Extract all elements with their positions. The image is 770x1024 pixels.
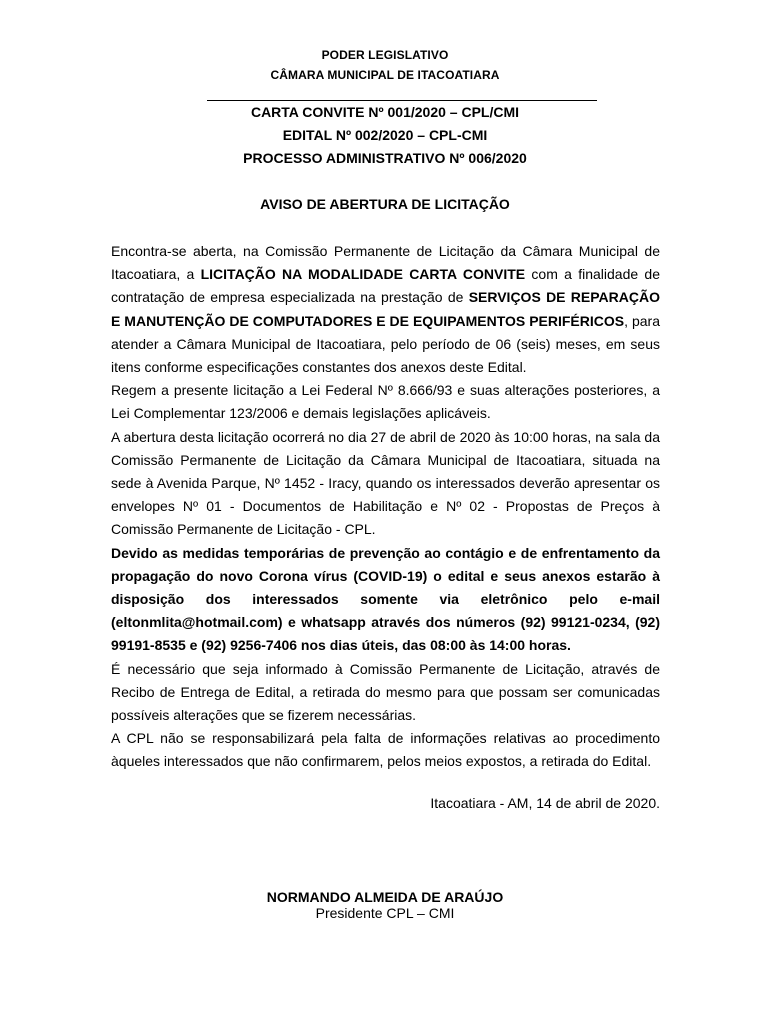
carta-convite-title: CARTA CONVITE Nº 001/2020 – CPL/CMI [250,104,520,120]
edital-title: EDITAL Nº 002/2020 – CPL-CMI [282,127,488,143]
place-date: Itacoatiara - AM, 14 de abril de 2020. [430,795,660,811]
modalidade-bold: LICITAÇÃO NA MODALIDADE CARTA CONVITE [200,266,526,283]
servicos-bold: SERVIÇOS DE REPARAÇÃO E MANUTENÇÃO DE COMPUTADORES E DE EQUIPAMENTOS PERIFÉRICOS [111,289,661,329]
aviso-heading: AVISO DE ABERTURA DE LICITAÇÃO [260,196,510,212]
notice-body [111,240,660,774]
header-divider [207,100,597,101]
processo-title: PROCESSO ADMINISTRATIVO Nº 006/2020 [243,150,527,166]
paragraph-receipt: É necessário que seja informado à Comissão Permanente de Licitação, através de Recibo de Entrega de Edital, a retirada do mesmo para que possam ser comunicadas possíveis alterações que se fizerem necessárias. [111,660,660,724]
paragraph-opening: Encontra-se aberta, na Comissão Permanente de Licitação da Câmara Municipal de Itacoatiara, a LICITAÇÃO NA MODALIDADE CARTA CONVITE com a finalidade de contratação de empresa especializada na prestação de SERVIÇOS DE REPARAÇÃO E MANUTENÇÃO DE COMPUTADORES E DE EQUIPAMENTOS PERIFÉRICOS, para atender a Câmara Municipal de Itacoatiara, pelo período de 06 (seis) meses, em seus itens conforme especificações constantes dos anexos deste Edital. [111,243,661,376]
paragraph-opening-date: A abertura desta licitação ocorrerá no dia 27 de abril de 2020 às 10:00 horas, na sala da Comissão Permanente de Licitação da Câmara Municipal de Itacoatiara, situada na sede à Avenida Parque, Nº 1452 - Iracy, quando os interessados deverão apresentar os envelopes Nº 01 - Documentos de Habilitação e Nº 02 - Propostas de Preços à Comissão Permanente de Licitação - CPL. [111,428,660,538]
signatory-role: Presidente CPL – CMI [315,905,455,921]
signatory-name: NORMANDO ALMEIDA DE ARAÚJO [266,889,504,905]
header-line-2: CÂMARA MUNICIPAL DE ITACOATIARA [270,68,500,82]
header-line-1: PODER LEGISLATIVO [321,48,449,62]
paragraph-covid-notice: Devido as medidas temporárias de prevenção ao contágio e de enfrentamento da propagação do novo Corona vírus (COVID-19) o edital e seus anexos estarão à disposição dos interessados somente via eletrônico pelo e-mail (eltonmlita@hotmail.com) e whatsapp através dos números (92) 99121-0234, (92) 99191-8535 e (92) 9256-7406 nos dias úteis, das 08:00 às 14:00 horas. [111,544,660,654]
paragraph-legislation: Regem a presente licitação a Lei Federal Nº 8.666/93 e suas alterações posteriores, a Lei Complementar 123/2006 e demais legislações aplicáveis. [111,382,660,422]
paragraph-responsibility: A CPL não se responsabilizará pela falta de informações relativas ao procedimento àqueles interessados que não confirmarem, pelos meios expostos, a retirada do Edital. [111,730,660,770]
